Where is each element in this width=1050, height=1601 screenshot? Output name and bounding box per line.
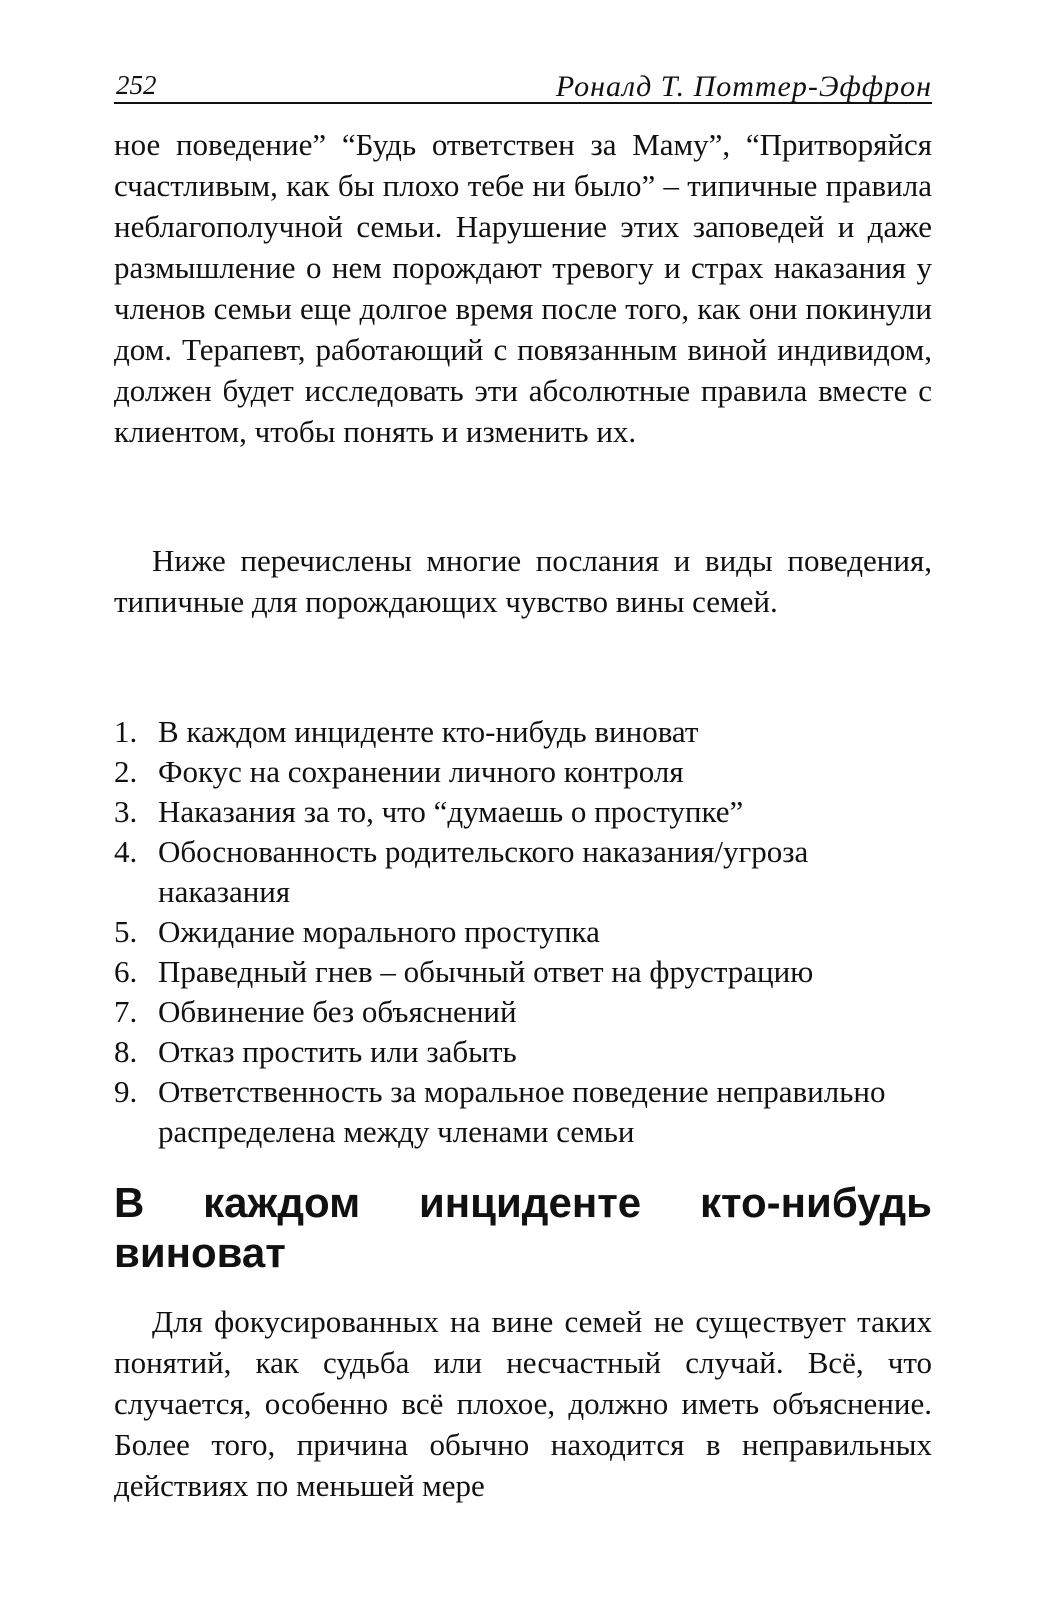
list-item	[114, 752, 932, 792]
list-text: Наказания за то, что “думаешь о проступке”	[158, 794, 744, 829]
list-text: Отказ простить или забыть	[158, 1034, 517, 1069]
section-heading: В каждом инциденте кто-нибудь виноват	[114, 1179, 932, 1276]
list-item	[114, 912, 932, 952]
running-title: Роналд Т. Поттер-Эффрон	[555, 70, 932, 103]
list-text: Обвинение без объяснений	[158, 994, 517, 1029]
family-messages-list	[114, 712, 932, 1152]
page-number: 252	[116, 70, 157, 100]
list-text: Праведный гнев – обычный ответ на фрустрацию	[158, 954, 814, 989]
list-text: В каждом инциденте кто-нибудь виноват	[158, 714, 699, 749]
list-item	[114, 792, 932, 832]
paragraph: Ниже перечислены многие послания и виды поведения, типичные для порождающих чувство вины семей.	[114, 543, 932, 619]
list-item	[114, 1032, 932, 1072]
paragraph: ное поведение” “Будь ответствен за Маму”, “Притворяйся счастливым, как бы плохо тебе ни было” – типичные правила неблагополучной семьи. Нарушение этих заповедей и даже размышление о нем порождают тревогу и страх наказания у членов семьи еще долгое время после того, как они покинули дом. Терапевт, работающий с повязанным виной индивидом, должен будет исследовать эти абсолютные правила вместе с клиентом, чтобы понять и изменить их.	[114, 127, 932, 449]
list-number: 8.	[114, 1034, 138, 1069]
list-text: Обоснованность родительского наказания/угроза наказания	[158, 834, 809, 909]
list-number: 1.	[114, 714, 138, 749]
list-item	[114, 712, 932, 752]
list-number: 2.	[114, 754, 138, 789]
list-text: Фокус на сохранении личного контроля	[158, 754, 684, 789]
list-item	[114, 1072, 932, 1152]
list-number: 7.	[114, 994, 138, 1029]
list-text: Ответственность за моральное поведение неправильно распределена между членами семьи	[158, 1074, 886, 1149]
list-item	[114, 832, 932, 912]
paragraph: Для фокусированных на вине семей не существует таких понятий, как судьба или несчастный случай. Всё, что случается, особенно всё плохое, должно иметь объяснение. Более того, причина обычно находится в неправильных действиях по меньшей мере	[114, 1304, 932, 1503]
list-number: 5.	[114, 914, 138, 949]
running-head	[114, 68, 932, 104]
list-number: 9.	[114, 1074, 138, 1109]
list-number: 6.	[114, 954, 138, 989]
list-number: 4.	[114, 834, 138, 869]
list-number: 3.	[114, 794, 138, 829]
list-item	[114, 992, 932, 1032]
list-item	[114, 952, 932, 992]
list-text: Ожидание морального проступка	[158, 914, 600, 949]
